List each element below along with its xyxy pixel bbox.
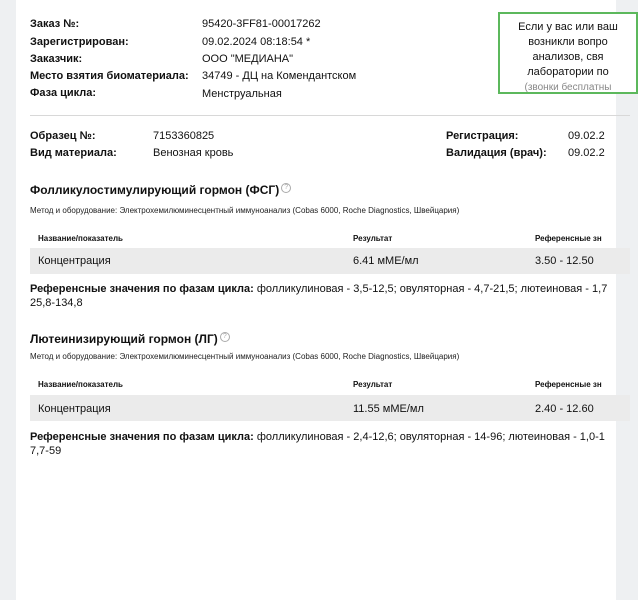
lh-col-ref: Референсные зн [535, 380, 602, 389]
fsh-col-name: Название/показатель [38, 234, 123, 243]
lh-reference-phases [30, 430, 610, 458]
notice-line-3: анализов, свя [532, 51, 604, 63]
lh-row-ref: 2.40 - 12.60 [535, 403, 594, 415]
lh-col-name: Название/показатель [38, 380, 123, 389]
cycle-phase-value: Менструальная [202, 88, 282, 100]
location-value: 34749 - ДЦ на Комендантском [202, 70, 357, 82]
help-icon[interactable]: ? [220, 332, 230, 342]
fsh-reference-phases [30, 282, 610, 310]
notice-line-5: (звонки бесплатны [524, 82, 612, 93]
registration-value: 09.02.2 [568, 130, 605, 142]
lh-ref-label: Референсные значения по фазам цикла: [30, 431, 254, 443]
sample-number-value: 7153360825 [153, 130, 215, 142]
validation-label: Валидация (врач): [446, 147, 547, 159]
lh-ref-text-2: 7,7-59 [30, 445, 62, 457]
notice-line-1: Если у вас или ваш [518, 21, 618, 33]
sample-number-label: Образец №: [30, 130, 96, 142]
lh-section-title [30, 332, 230, 346]
cycle-phase-label: Фаза цикла: [30, 87, 97, 99]
fsh-row-ref: 3.50 - 12.50 [535, 255, 594, 267]
lh-row-name: Концентрация [38, 403, 111, 415]
registered-label: Зарегистрирован: [30, 36, 129, 48]
fsh-ref-label: Референсные значения по фазам цикла: [30, 283, 254, 295]
fsh-col-result: Результат [353, 234, 393, 243]
notice-line-4: лаборатории по [527, 66, 609, 78]
header-divider [30, 115, 630, 116]
material-value: Венозная кровь [153, 147, 234, 159]
fsh-row-name: Концентрация [38, 255, 111, 267]
fsh-ref-text: фолликулиновая - 3,5-12,5; овуляторная - 4,7-21,5; лютеиновая - 1,7 [253, 283, 608, 295]
material-label: Вид материала: [30, 147, 117, 159]
customer-value: ООО "МЕДИАНА" [202, 53, 294, 65]
support-notice [498, 12, 638, 94]
lh-title-text: Лютеинизирующий гормон (ЛГ) [30, 332, 218, 346]
order-number-value: 95420-3FF81-00017262 [202, 18, 321, 30]
report-page [16, 0, 616, 600]
lh-method: Метод и оборудование: Электрохемилюминесцентный иммуноанализ (Cobas 6000, Roche Diagnostics, Швейцария) [30, 352, 460, 361]
fsh-ref-text-2: 25,8-134,8 [30, 297, 83, 309]
help-icon[interactable]: ? [281, 183, 291, 193]
fsh-section-title [30, 183, 291, 197]
fsh-col-ref: Референсные зн [535, 234, 602, 243]
fsh-row-result: 6.41 мМЕ/мл [353, 255, 419, 267]
lh-col-result: Результат [353, 380, 393, 389]
registered-value: 09.02.2024 08:18:54 * [202, 36, 311, 48]
lh-row-result: 11.55 мМЕ/мл [353, 403, 424, 415]
validation-value: 09.02.2 [568, 147, 605, 159]
fsh-method: Метод и оборудование: Электрохемилюминесцентный иммуноанализ (Cobas 6000, Roche Diagnostics, Швейцария) [30, 206, 460, 215]
fsh-title-text: Фолликулостимулирующий гормон (ФСГ) [30, 183, 280, 197]
location-label: Место взятия биоматериала: [30, 70, 189, 82]
order-number-label: Заказ №: [30, 18, 80, 30]
notice-line-2: возникли вопро [528, 36, 608, 48]
customer-label: Заказчик: [30, 53, 83, 65]
registration-label: Регистрация: [446, 130, 519, 142]
lh-ref-text: фолликулиновая - 2,4-12,6; овуляторная - 14-96; лютеиновая - 1,0-1 [253, 431, 605, 443]
